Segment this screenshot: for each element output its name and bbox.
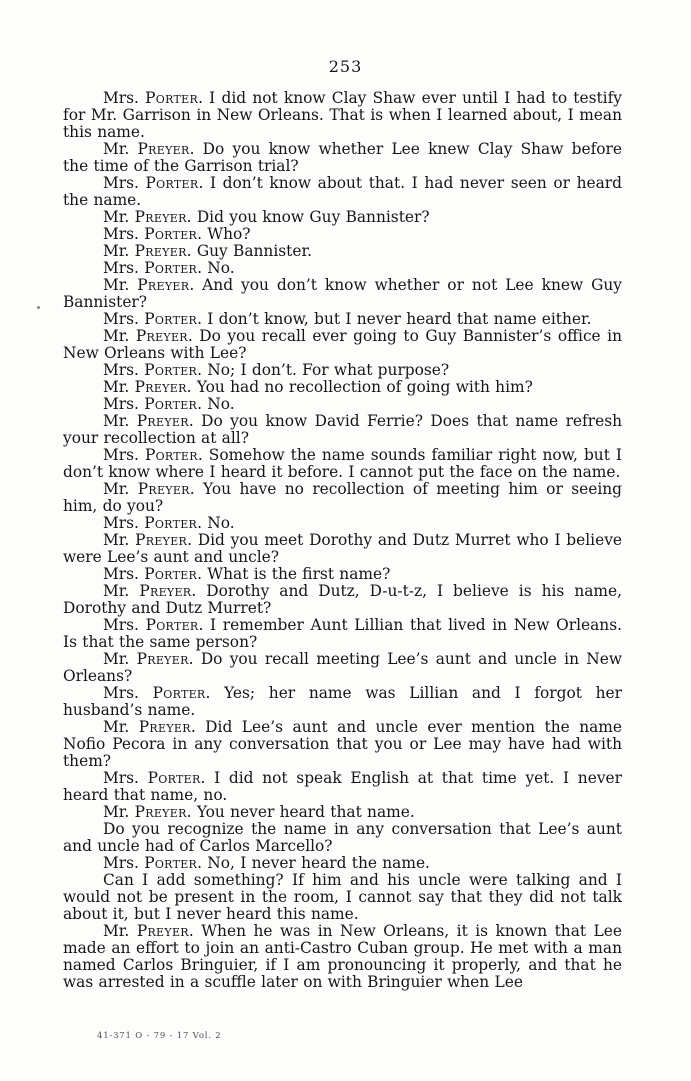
speaker-name: Preyer: [135, 327, 188, 345]
transcript-paragraph: Mr. Preyer. Did Lee’s aunt and uncle ever mention the name Nofio Pecora in any conversation that you or Lee may have had with them?: [63, 718, 622, 770]
transcript-paragraph: Mr. Preyer. You have no recollection of meeting him or seeing him, do you?: [63, 480, 623, 515]
speaker-name: Porter: [144, 361, 198, 379]
speaker-name: Porter: [144, 446, 198, 464]
transcript-paragraph: Mr. Preyer. Do you recall meeting Lee’s aunt and uncle in New Orleans?: [63, 650, 623, 685]
speaker-name: Preyer: [136, 650, 189, 668]
transcript-paragraph: Mrs. Porter. Somehow the name sounds familiar right now, but I don’t know where I heard it before. I cannot put the face on the name.: [63, 446, 623, 481]
transcript-paragraph: Mr. Preyer. When he was in New Orleans, it is known that Lee made an effort to join an anti-Castro Cuban group. He met with a man named Carlos Bringuier, if I am pronouncing it properly, and that he was arrested in a scuffle later on with Bringuier when Lee: [63, 922, 622, 991]
speaker-name: Preyer: [137, 140, 190, 158]
transcript-paragraph: Mrs. Porter. No.: [103, 259, 235, 277]
transcript-body: [63, 90, 622, 991]
transcript-paragraph: Mrs. Porter. No; I don’t. For what purpose?: [103, 361, 450, 379]
speaker-name: Porter: [144, 225, 198, 243]
transcript-paragraph: Mr. Preyer. Do you know whether Lee knew Clay Shaw before the time of the Garrison trial?: [63, 140, 623, 175]
transcript-paragraph: Mrs. Porter. I don’t know, but I never heard that name either.: [103, 310, 592, 328]
speaker-name: Preyer: [139, 582, 192, 600]
transcript-paragraph: Mrs. Porter. I remember Aunt Lillian that lived in New Orleans. Is that the same person?: [63, 616, 623, 651]
transcript-paragraph: Mrs. Porter. I did not know Clay Shaw ever until I had to testify for Mr. Garrison in New Orleans. That is when I learned about, I mean this name.: [63, 89, 622, 141]
speaker-name: Porter: [144, 565, 198, 583]
speaker-name: Porter: [147, 769, 201, 787]
transcript-paragraph: Mr. Preyer. You never heard that name.: [103, 803, 415, 821]
transcript-paragraph: Mr. Preyer. Dorothy and Dutz, D-u-t-z, I believe is his name, Dorothy and Dutz Murret?: [63, 582, 623, 617]
speaker-name: Preyer: [134, 208, 187, 226]
transcript-paragraph: Mr. Preyer. You had no recollection of going with him?: [103, 378, 533, 396]
transcript-paragraph: Mrs. Porter. Who?: [103, 225, 251, 243]
print-code: 41-371 O - 79 - 17 Vol. 2: [97, 1031, 222, 1041]
transcript-paragraph: Mrs. Porter. No, I never heard the name.: [103, 854, 430, 872]
transcript-paragraph: Mrs. Porter. Yes; her name was Lillian and I forgot her husband’s name.: [63, 684, 622, 719]
page-number: 253: [328, 57, 363, 76]
transcript-paragraph: Mr. Preyer. Do you recall ever going to Guy Bannister’s office in New Orleans with Lee?: [63, 327, 623, 362]
speaker-name: Porter: [144, 259, 198, 277]
transcript-paragraph: Mrs. Porter. I did not speak English at that time yet. I never heard that name, no.: [63, 769, 622, 804]
transcript-paragraph: Mr. Preyer. Did you meet Dorothy and Dutz Murret who I believe were Lee’s aunt and uncle?: [63, 531, 622, 566]
speaker-name: Porter: [144, 310, 198, 328]
transcript-paragraph: Mrs. Porter. I don’t know about that. I had never seen or heard the name.: [63, 174, 623, 209]
speaker-name: Porter: [145, 616, 199, 634]
speaker-name: Porter: [144, 514, 198, 532]
speaker-name: Preyer: [134, 378, 187, 396]
transcript-paragraph: Mrs. Porter. What is the first name?: [103, 565, 391, 583]
speaker-name: Preyer: [134, 803, 187, 821]
speaker-name: Porter: [152, 684, 206, 702]
speaker-name: Preyer: [137, 480, 190, 498]
transcript-paragraph: Mr. Preyer. Do you know David Ferrie? Does that name refresh your recollection at all?: [63, 412, 623, 447]
scan-artifact-dot: [37, 306, 40, 309]
speaker-name: Preyer: [137, 276, 190, 294]
speaker-name: Porter: [145, 89, 199, 107]
transcript-paragraph: Mr. Preyer. Guy Bannister.: [103, 242, 313, 260]
speaker-name: Porter: [144, 395, 198, 413]
speaker-name: Preyer: [138, 718, 191, 736]
transcript-paragraph: Mr. Preyer. Did you know Guy Bannister?: [103, 208, 430, 226]
transcript-paragraph: Mr. Preyer. And you don’t know whether or not Lee knew Guy Bannister?: [63, 276, 622, 311]
speaker-name: Preyer: [136, 412, 189, 430]
speaker-name: Preyer: [135, 531, 188, 549]
speaker-name: Porter: [144, 854, 198, 872]
speaker-name: Preyer: [134, 242, 187, 260]
transcript-paragraph: Mrs. Porter. No.: [103, 395, 235, 413]
transcript-paragraph: Do you recognize the name in any conversation that Lee’s aunt and uncle had of Carlos Marcello?: [63, 820, 622, 855]
transcript-paragraph: Mrs. Porter. No.: [103, 514, 235, 532]
speaker-name: Porter: [145, 174, 199, 192]
transcript-paragraph: Can I add something? If him and his uncle were talking and I would not be present in the room, I cannot say that they did not talk about it, but I never heard this name.: [63, 871, 622, 923]
speaker-name: Preyer: [136, 922, 189, 940]
